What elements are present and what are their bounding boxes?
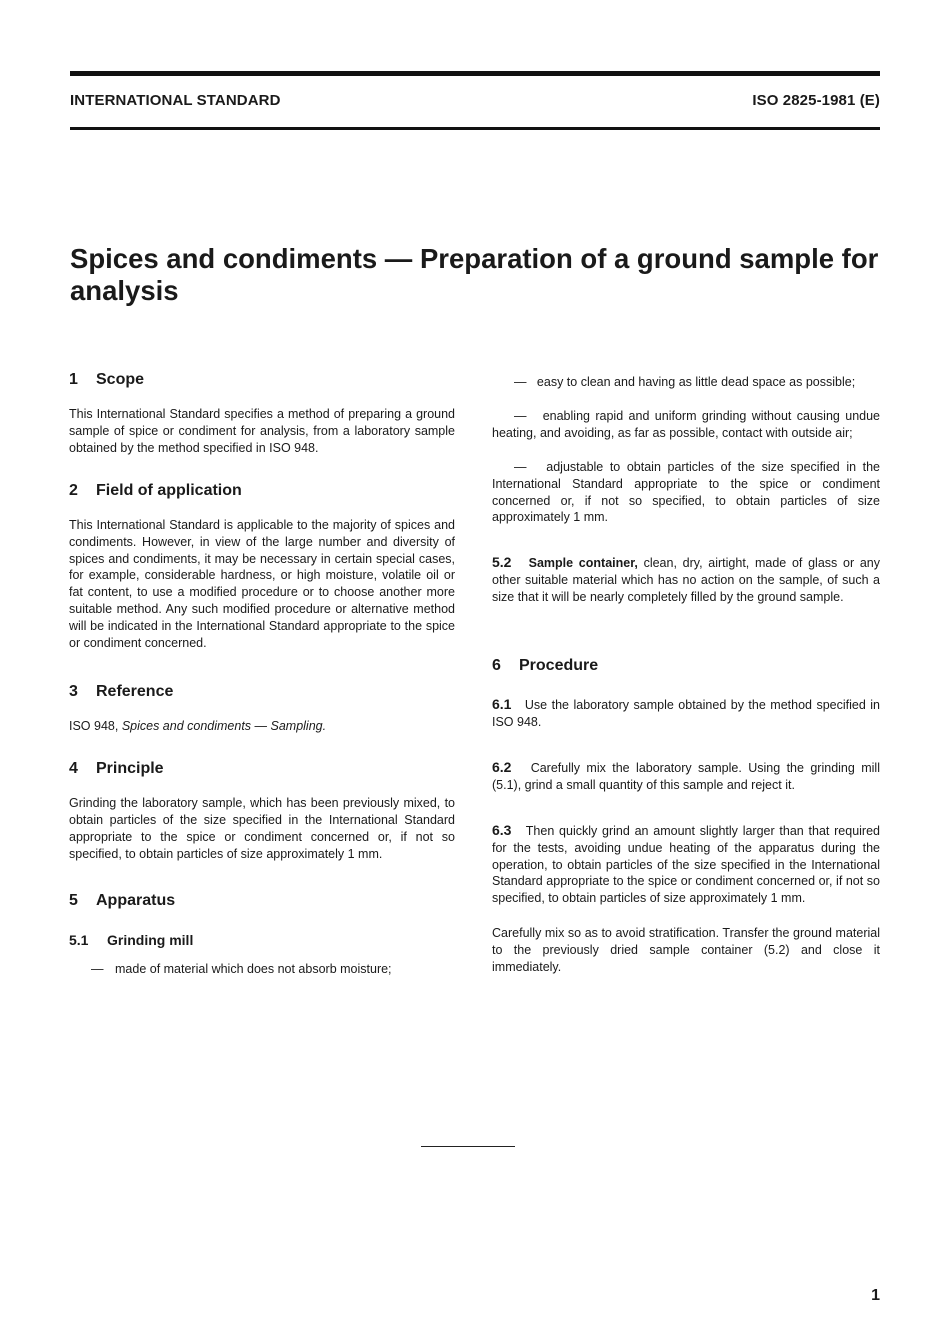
header-rule	[70, 127, 880, 130]
section-1-text: This International Standard specifies a method of preparing a ground sample of spice or condiment for analysis, from a laboratory sample obtained by the method specified in ISO 948.	[69, 407, 455, 455]
section-number: 3	[69, 682, 78, 700]
subsection-number: 6.3	[492, 821, 512, 838]
section-6-heading	[492, 656, 880, 676]
list-item: — enabling rapid and uniform grinding without causing undue heating, and avoiding, as far as possible, contact with outside air;	[492, 408, 881, 440]
subsection-number: 6.1	[492, 696, 512, 713]
section-title: Principle	[96, 759, 164, 777]
section-2-heading	[69, 481, 455, 501]
section-5-1-heading	[69, 931, 455, 949]
top-rule	[70, 71, 880, 76]
section-5-2-text: 5.2 Sample container, clean, dry, airtight, made of glass or any other suitable material which has no action on the sample, of such a size that it will be nearly completely filled by the ground sample.	[492, 554, 880, 605]
subsection-number: 5.2	[492, 554, 512, 571]
subsection-number: 6.2	[492, 758, 512, 775]
procedure-6-2: 6.2 Carefully mix the laboratory sample. Using the grinding mill (5.1), grind a small quantity of this sample and reject it.	[492, 758, 880, 792]
reference-title: Spices and condiments — Sampling.	[121, 718, 327, 733]
dash: —	[514, 459, 527, 474]
document-title: Spices and condiments — Preparation of a ground sample for analysis	[70, 243, 879, 306]
section-title: Scope	[96, 371, 145, 388]
right-column	[492, 374, 880, 976]
list-item: — easy to clean and having as little dead space as possible;	[514, 375, 856, 389]
dash: —	[514, 375, 527, 389]
reference-number: ISO 948,	[69, 718, 122, 733]
procedure-6-1: 6.1 Use the laboratory sample obtained by the method specified in ISO 948.	[492, 696, 880, 729]
subsection-number: 5.1	[69, 931, 89, 948]
page-number: 1	[871, 1287, 880, 1304]
section-3-text	[69, 718, 455, 735]
end-of-text-rule	[421, 1146, 515, 1147]
section-title: Procedure	[519, 657, 599, 675]
section-4-text: Grinding the laboratory sample, which has been previously mixed, to obtain particles of the size specified in the International Standard appropriate to the spice or condiment concerned or, if not so specified, to obtain particles of size approximately 1 mm.	[69, 795, 455, 861]
section-title: Apparatus	[96, 891, 176, 909]
left-column	[69, 370, 455, 977]
list-item: — made of material which does not absorb moisture;	[91, 961, 392, 976]
section-number: 2	[69, 481, 78, 499]
section-4-heading	[69, 759, 455, 779]
section-3-heading	[69, 682, 455, 702]
header-standard-number: ISO 2825-1981 (E)	[752, 92, 880, 109]
list-item: — adjustable to obtain particles of the size specified in the International Standard appropriate to the spice or condiment concerned or, if not so specified, to obtain particles of size approximately 1 mm.	[492, 459, 881, 525]
section-number: 5	[69, 891, 78, 909]
section-1-heading	[69, 370, 455, 390]
section-title: Reference	[96, 682, 174, 700]
dash: —	[514, 408, 527, 423]
section-number: 6	[492, 657, 501, 675]
procedure-6-3: 6.3 Then quickly grind an amount slightly larger than that required for the tests, avoiding undue heating of the apparatus during the operation, to obtain particles of the size specified in the International Standard appropriate to the spice or condiment concerned or, if not so specified, to obtain particles of size approximately 1 mm.	[492, 821, 880, 906]
section-title: Field of application	[96, 481, 242, 499]
section-5-heading	[69, 891, 455, 911]
subsection-lead: Sample container,	[528, 556, 638, 571]
section-number: 4	[69, 759, 78, 777]
section-2-text: This International Standard is applicable to the majority of spices and condiments. However, in view of the large number and diversity of spices and condiments, it may be necessary in certain special cases, for example, considerable hardness, or high moisture, volatile oil or fat content, to use a modified procedure or to choose another more suitable method. Any such modified procedure or alternative method will be indicated in the International Standard appropriate to the spice or condiment concerned.	[69, 517, 455, 651]
header-standard-type: INTERNATIONAL STANDARD	[70, 92, 281, 109]
subsection-title: Grinding mill	[107, 931, 194, 948]
dash: —	[91, 961, 104, 976]
procedure-6-3-continued: Carefully mix so as to avoid stratification. Transfer the ground material to the previously dried sample container (5.2) and close it immediately.	[492, 926, 880, 975]
section-number: 1	[69, 371, 78, 388]
